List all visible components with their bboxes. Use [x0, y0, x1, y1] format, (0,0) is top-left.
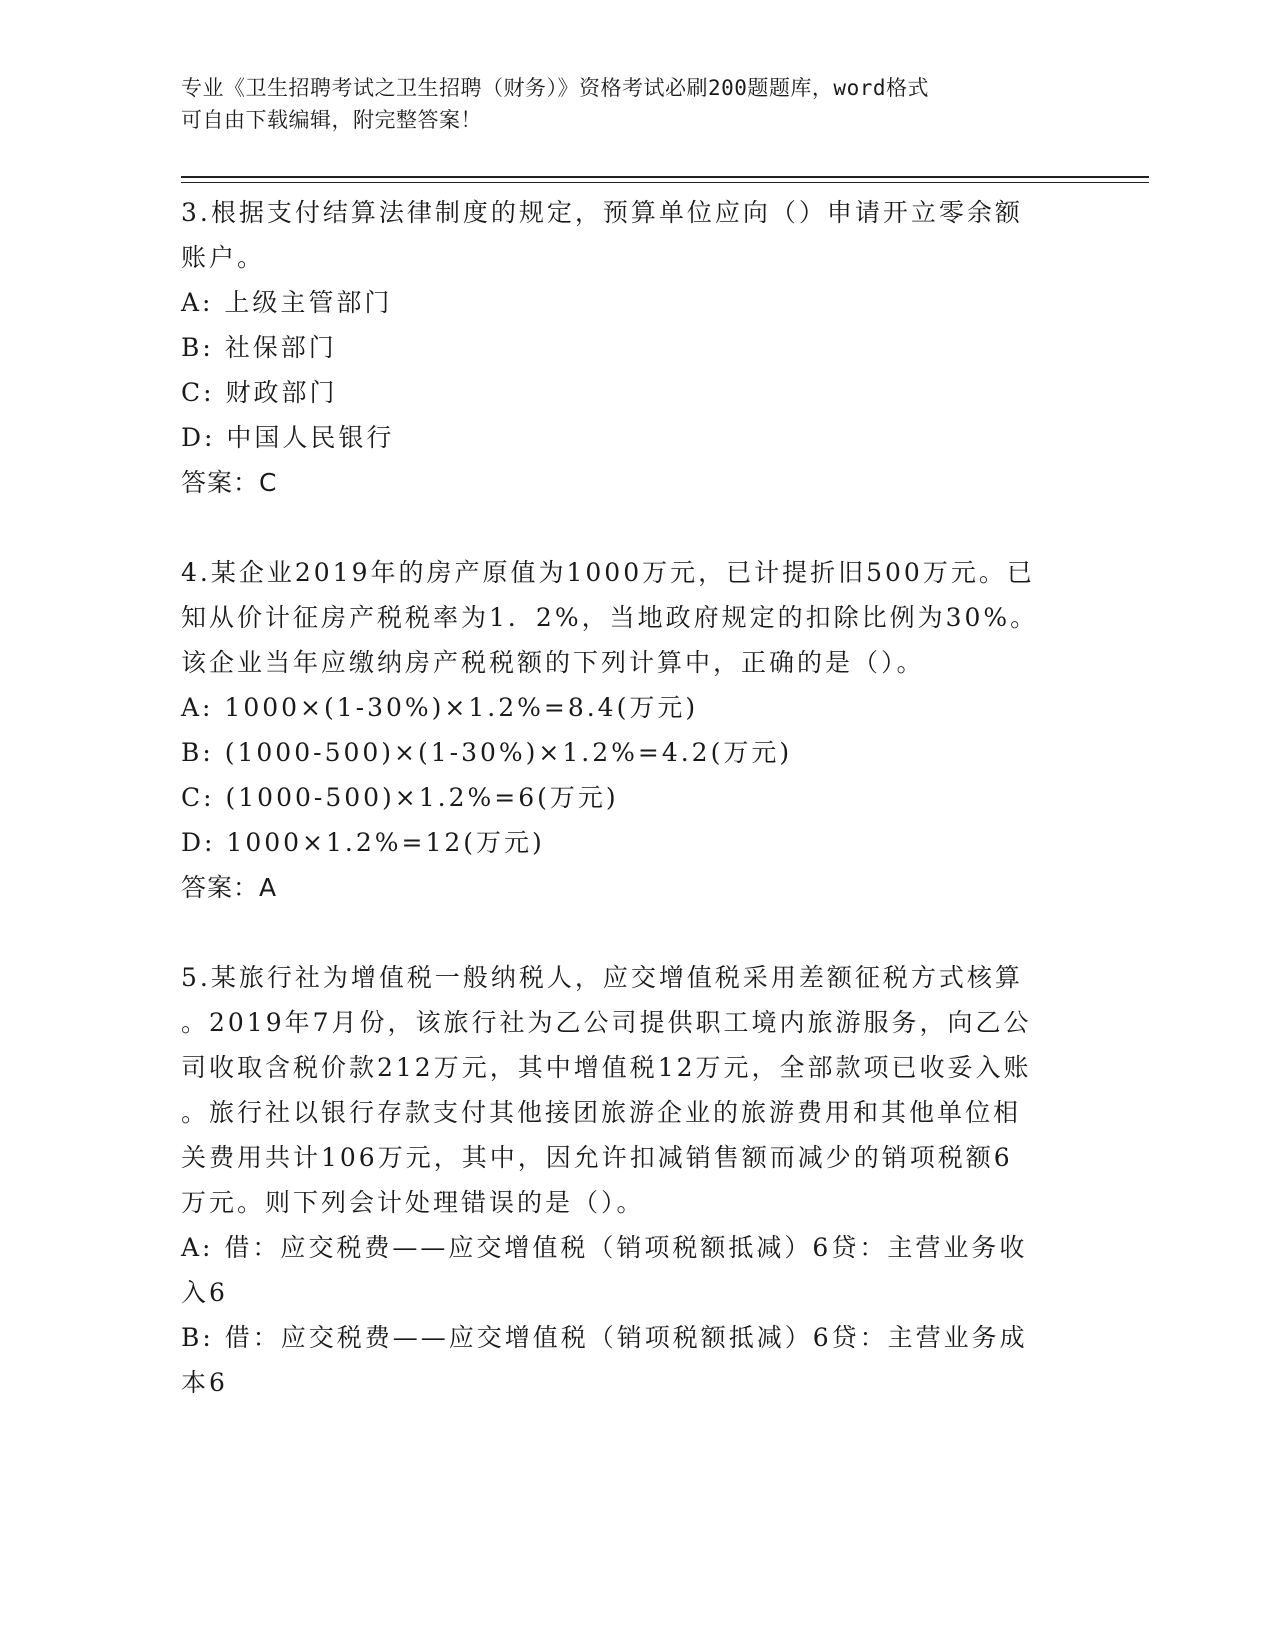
- option-b: B: 社保部门: [181, 333, 337, 362]
- header-divider-thick: [181, 176, 1149, 178]
- question-text-line: 4.某企业2019年的房产原值为1000万元，已计提折旧500万元。已: [181, 558, 1035, 587]
- question-spacer: [181, 910, 1081, 955]
- header-line-1: 专业《卫生招聘考试之卫生招聘（财务）》资格考试必刷200题题库，word格式: [181, 76, 929, 100]
- question-text-line: 该企业当年应缴纳房产税税额的下列计算中，正确的是（）。: [181, 648, 925, 677]
- question-list: [181, 190, 1081, 1405]
- option-a-continued: 入6: [181, 1278, 228, 1307]
- option-c: C: (1000-500)×1.2%=6(万元): [181, 783, 619, 812]
- question-spacer: [181, 505, 1081, 550]
- option-b: B: (1000-500)×(1-30%)×1.2%=4.2(万元): [181, 738, 793, 767]
- document-header: [181, 72, 1061, 136]
- question-block: [181, 190, 1081, 505]
- option-a: A: 1000×(1-30%)×1.2%=8.4(万元): [181, 693, 699, 722]
- question-block: [181, 550, 1081, 910]
- question-text-line: 万元。则下列会计处理错误的是（）。: [181, 1188, 645, 1217]
- answer-label: 答案：A: [181, 873, 278, 902]
- question-text-line: 关费用共计106万元，其中，因允许扣减销售额而减少的销项税额6: [181, 1143, 1013, 1172]
- question-text-line: 。2019年7月份，该旅行社为乙公司提供职工境内旅游服务，向乙公: [181, 1008, 1032, 1037]
- question-text-line: 5.某旅行社为增值税一般纳税人，应交增值税采用差额征税方式核算: [181, 963, 1023, 992]
- question-text-line: 知从价计征房产税税率为1．2%，当地政府规定的扣除比例为30%。: [181, 603, 1039, 632]
- option-c: C: 财政部门: [181, 378, 338, 407]
- question-text-line: 3.根据支付结算法律制度的规定，预算单位应向（）申请开立零余额: [181, 198, 1023, 227]
- option-b: B: 借：应交税费——应交增值税（销项税额抵减）6贷：主营业务成: [181, 1323, 1028, 1352]
- header-divider-thin: [181, 182, 1149, 183]
- question-text-line: 。旅行社以银行存款支付其他接团旅游企业的旅游费用和其他单位相: [181, 1098, 1022, 1127]
- option-d: D: 中国人民银行: [181, 423, 395, 452]
- question-text-line: 司收取含税价款212万元，其中增值税12万元，全部款项已收妥入账: [181, 1053, 1032, 1082]
- option-a: A: 借：应交税费——应交增值税（销项税额抵减）6贷：主营业务收: [181, 1233, 1028, 1262]
- question-block: [181, 955, 1081, 1405]
- option-b-continued: 本6: [181, 1368, 228, 1397]
- option-a: A: 上级主管部门: [181, 288, 393, 317]
- answer-label: 答案：C: [181, 468, 278, 497]
- header-line-2: 可自由下载编辑，附完整答案！: [181, 108, 482, 132]
- question-text-line: 账户。: [181, 243, 266, 272]
- option-d: D: 1000×1.2%=12(万元): [181, 828, 545, 857]
